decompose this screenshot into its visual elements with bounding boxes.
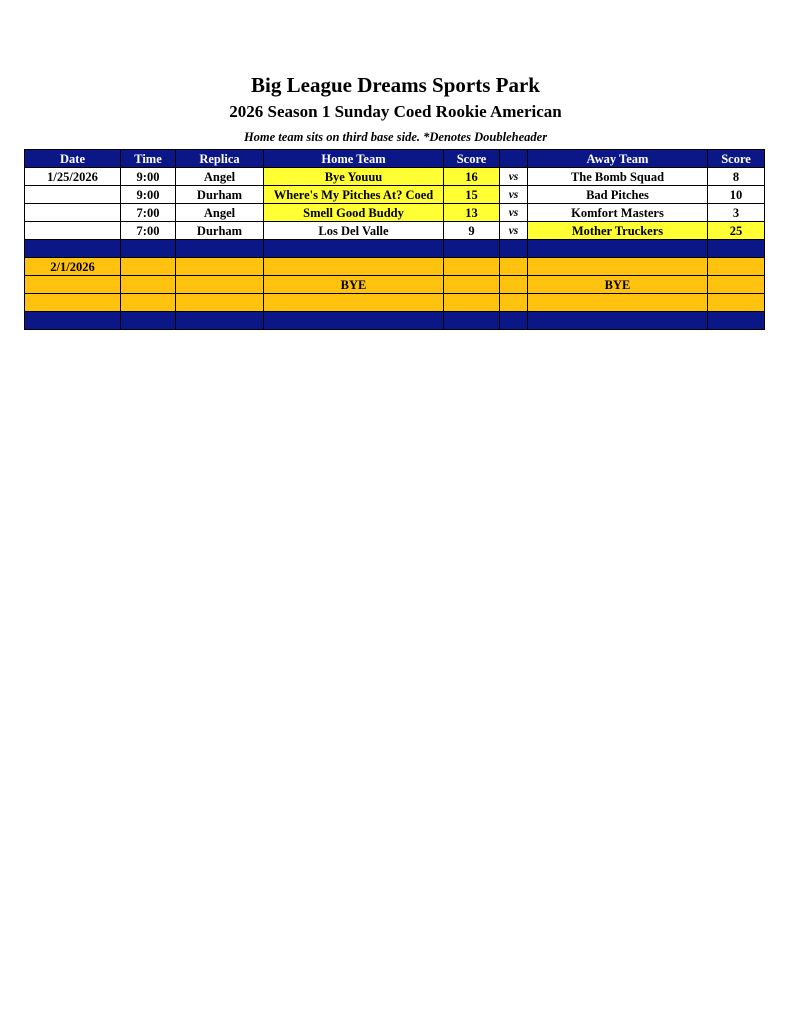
game-replica: Durham <box>176 222 264 240</box>
col-header-away-team: Away Team <box>528 150 708 168</box>
away-team: Bad Pitches <box>528 186 708 204</box>
game-time: 9:00 <box>121 186 176 204</box>
vs-label: vs <box>500 186 528 204</box>
schedule-table <box>24 149 765 330</box>
col-header-home-score: Score <box>444 150 500 168</box>
game-date: 1/25/2026 <box>25 168 121 186</box>
week2-bye-row <box>25 276 765 294</box>
home-team: Bye Youuu <box>264 168 444 186</box>
week2-date-row <box>25 258 765 276</box>
away-score: 8 <box>708 168 765 186</box>
week2-date: 2/1/2026 <box>25 258 121 276</box>
week-separator-row <box>25 312 765 330</box>
game-time: 7:00 <box>121 222 176 240</box>
vs-label: vs <box>500 168 528 186</box>
league-subtitle: 2026 Season 1 Sunday Coed Rookie American <box>229 102 562 121</box>
table-row <box>25 168 765 186</box>
home-score: 15 <box>444 186 500 204</box>
col-header-home-team: Home Team <box>264 150 444 168</box>
away-score: 10 <box>708 186 765 204</box>
table-row <box>25 204 765 222</box>
home-team: Los Del Valle <box>264 222 444 240</box>
home-score: 16 <box>444 168 500 186</box>
table-row <box>25 222 765 240</box>
home-team: Where's My Pitches At? Coed <box>264 186 444 204</box>
week-separator-row <box>25 240 765 258</box>
game-time: 9:00 <box>121 168 176 186</box>
away-score: 25 <box>708 222 765 240</box>
home-team: Smell Good Buddy <box>264 204 444 222</box>
col-header-away-score: Score <box>708 150 765 168</box>
schedule-note: Home team sits on third base side. *Denotes Doubleheader <box>243 130 548 144</box>
game-time: 7:00 <box>121 204 176 222</box>
col-header-date: Date <box>25 150 121 168</box>
col-header-time: Time <box>121 150 176 168</box>
game-date <box>25 222 121 240</box>
game-replica: Durham <box>176 186 264 204</box>
page-title: Big League Dreams Sports Park <box>251 73 540 97</box>
away-score: 3 <box>708 204 765 222</box>
bye-away: BYE <box>528 276 708 294</box>
away-team: Komfort Masters <box>528 204 708 222</box>
home-score: 13 <box>444 204 500 222</box>
table-row <box>25 186 765 204</box>
home-score: 9 <box>444 222 500 240</box>
col-header-vs <box>500 150 528 168</box>
week2-empty-row <box>25 294 765 312</box>
away-team: The Bomb Squad <box>528 168 708 186</box>
away-team: Mother Truckers <box>528 222 708 240</box>
bye-home: BYE <box>264 276 444 294</box>
game-replica: Angel <box>176 204 264 222</box>
col-header-replica: Replica <box>176 150 264 168</box>
vs-label: vs <box>500 204 528 222</box>
vs-label: vs <box>500 222 528 240</box>
game-date <box>25 186 121 204</box>
game-date <box>25 204 121 222</box>
game-replica: Angel <box>176 168 264 186</box>
header-row <box>25 150 765 168</box>
